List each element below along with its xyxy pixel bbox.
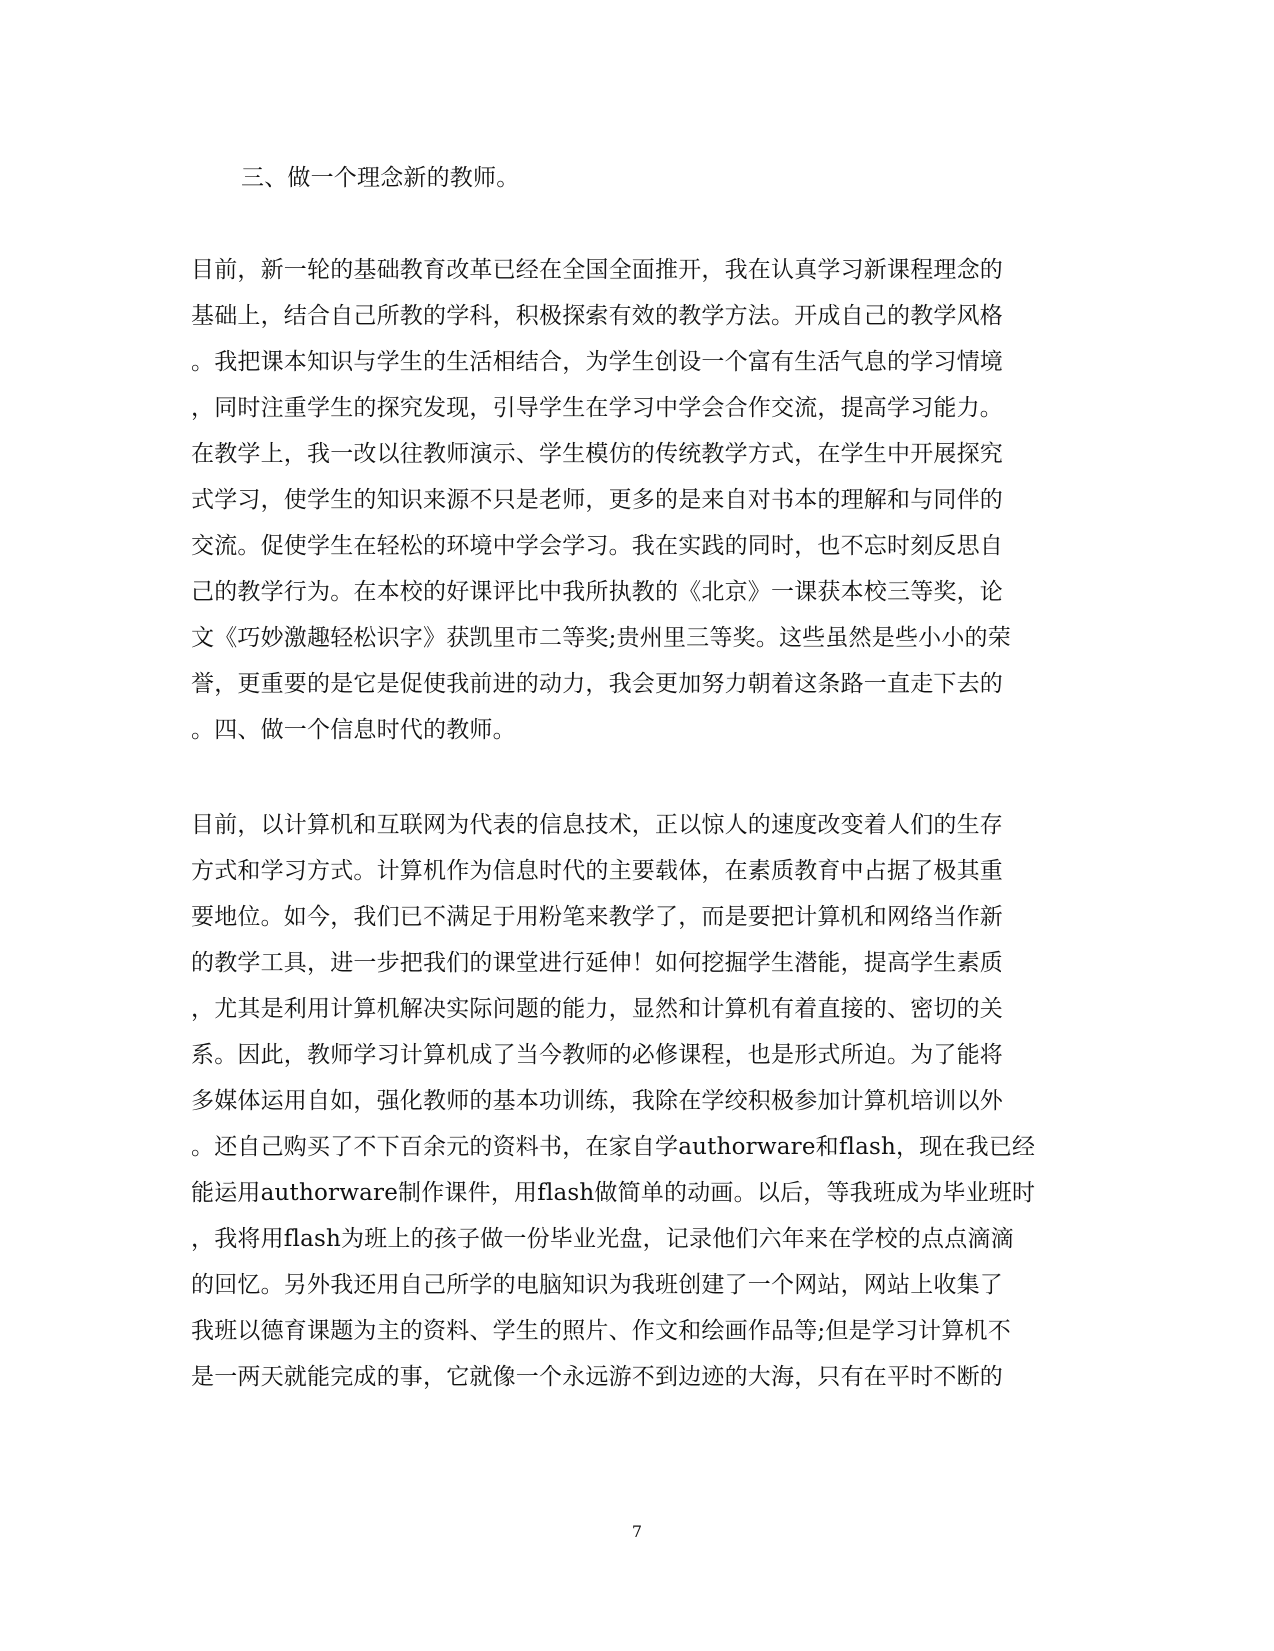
text-line: 目前，新一轮的基础教育改革已经在全国全面推开，我在认真学习新课程理念的: [191, 257, 1003, 283]
section-heading: 三、做一个理念新的教师。: [241, 165, 520, 191]
text-line: 系。因此，教师学习计算机成了当今教师的必修课程，也是形式所迫。为了能将: [191, 1042, 1003, 1068]
text-line: 。我把课本知识与学生的生活相结合，为学生创设一个富有生活气息的学习情境: [191, 349, 1003, 375]
text-line: 在教学上，我一改以往教师演示、学生模仿的传统教学方式，在学生中开展探究: [191, 441, 1003, 467]
text-line: 能运用authorware制作课件，用flash做简单的动画。以后，等我班成为毕业班时: [191, 1180, 1036, 1206]
text-line: 的回忆。另外我还用自己所学的电脑知识为我班创建了一个网站，网站上收集了: [191, 1272, 1003, 1298]
text-line: 誉，更重要的是它是促使我前进的动力，我会更加努力朝着这条路一直走下去的: [191, 671, 1003, 697]
text-line: 要地位。如今，我们已不满足于用粉笔来教学了，而是要把计算机和网络当作新: [191, 904, 1003, 930]
text-line: 式学习，使学生的知识来源不只是老师，更多的是来自对书本的理解和与同伴的: [191, 487, 1003, 513]
text-line: 目前，以计算机和互联网为代表的信息技术，正以惊人的速度改变着人们的生存: [191, 812, 1003, 838]
text-line: 。还自己购买了不下百余元的资料书，在家自学authorware和flash，现在我已经: [191, 1134, 1036, 1160]
text-line: ，尤其是利用计算机解决实际问题的能力，显然和计算机有着直接的、密切的关: [191, 996, 1003, 1022]
text-line: 我班以德育课题为主的资料、学生的照片、作文和绘画作品等;但是学习计算机不: [191, 1318, 1011, 1344]
text-line: 方式和学习方式。计算机作为信息时代的主要载体，在素质教育中占据了极其重: [191, 858, 1003, 884]
text-line: 文《巧妙激趣轻松识字》获凯里市二等奖;贵州里三等奖。这些虽然是些小小的荣: [191, 625, 1011, 651]
page-number: 7: [631, 1522, 643, 1541]
text-line: 。四、做一个信息时代的教师。: [191, 717, 516, 743]
text-line: 多媒体运用自如，强化教师的基本功训练，我除在学绞积极参加计算机培训以外: [191, 1088, 1003, 1114]
text-line: 是一两天就能完成的事，它就像一个永远游不到边迹的大海，只有在平时不断的: [191, 1364, 1003, 1390]
text-line: ，同时注重学生的探究发现，引导学生在学习中学会合作交流，提高学习能力。: [191, 395, 1003, 421]
text-line: ，我将用flash为班上的孩子做一份毕业光盘，记录他们六年来在学校的点点滴滴: [191, 1226, 1014, 1252]
text-line: 的教学工具，进一步把我们的课堂进行延伸！如何挖掘学生潜能，提高学生素质: [191, 950, 1003, 976]
text-line: 己的教学行为。在本校的好课评比中我所执教的《北京》一课获本校三等奖，论: [191, 579, 1003, 605]
text-line: 基础上，结合自己所教的学科，积极探索有效的教学方法。开成自己的教学风格: [191, 303, 1003, 329]
text-line: 交流。促使学生在轻松的环境中学会学习。我在实践的同时，也不忘时刻反思自: [191, 533, 1003, 559]
